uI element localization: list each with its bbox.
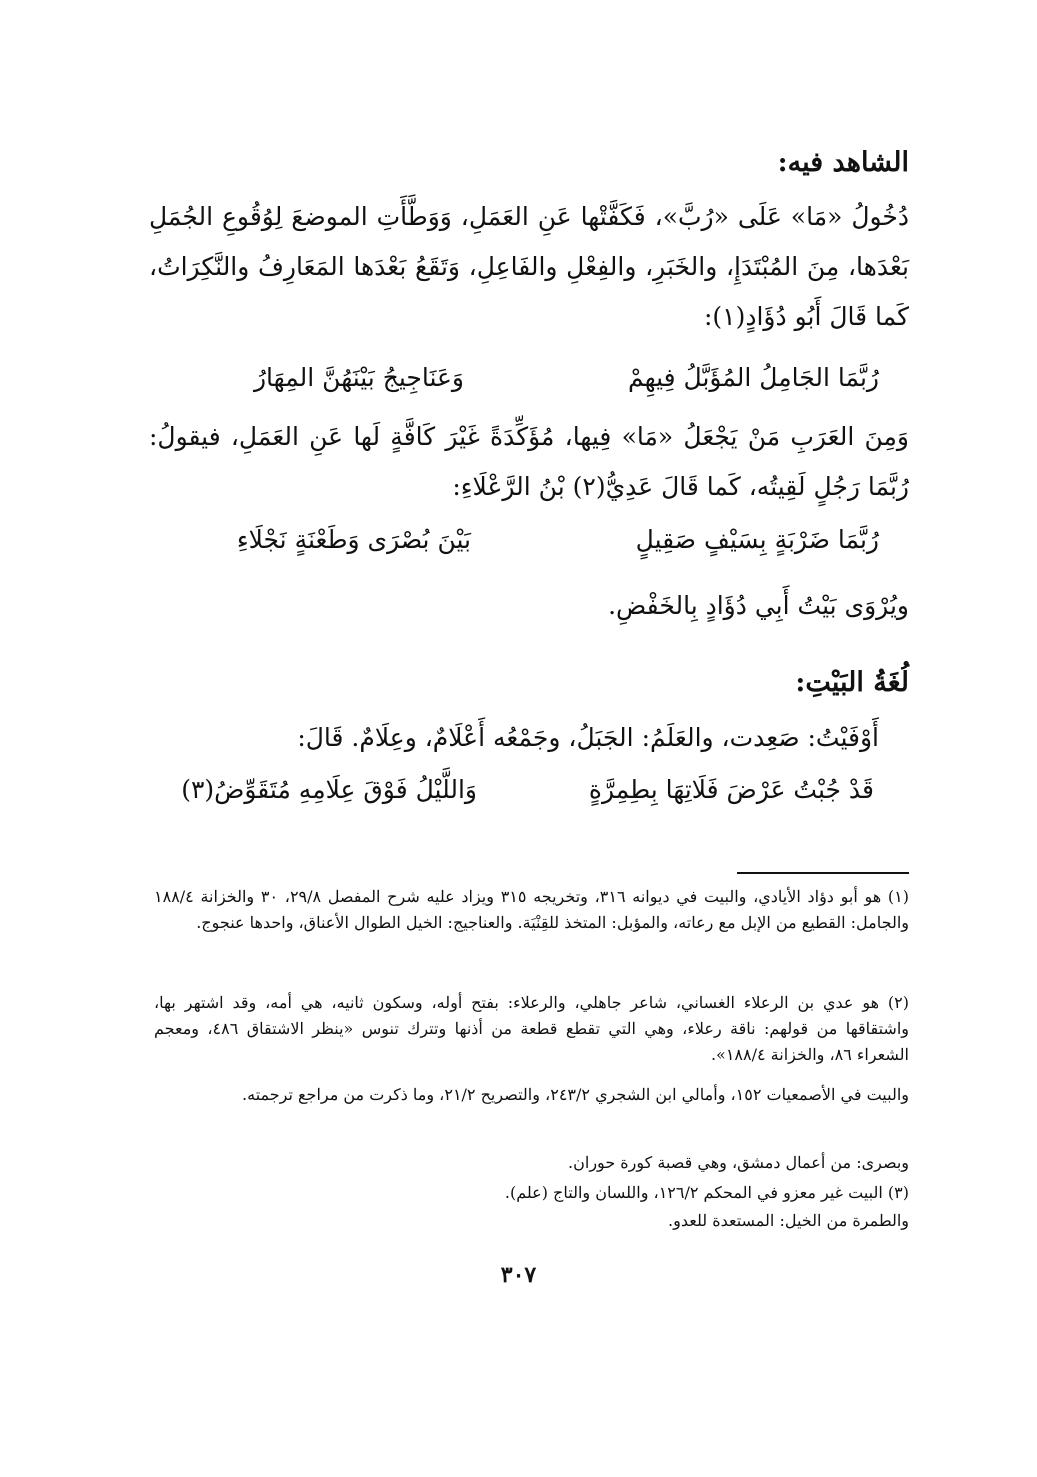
section-heading-verse-language: لُغَةُ البَيْتِ:: [795, 667, 909, 698]
section-heading-witness: الشاهد فيه:: [777, 147, 909, 178]
footnote-3: (٣) البيت غير معزو في المحكم ١٢٦/٢، واللسان والتاج (علم).: [504, 1183, 909, 1202]
verse1-first-hemistich: رُبَّمَا الجَامِلُ المُؤَبَّلُ فِيهِمْ: [627, 363, 879, 392]
footnote-1: (١) هو أبو دؤاد الأيادي، والبيت في ديوانه ٣١٦، وتخريجه ٣١٥ ويزاد عليه شرح المفصل ٢٩/٨، ٣٠ والخزانة ١٨٨/٤ والجامل: القطيع من الإبل مع رعاته، والمؤبل: المتخذ للقِنْيَة. والعناجيج: الخيل الطوال الأعناق، واحدها عنجوج.: [154, 887, 910, 932]
page-number: ٣٠٧: [500, 1262, 537, 1288]
footnote-2-verse-sources: والبيت في الأصمعيات ١٥٢، وأمالي ابن الشجري ٢٤٣/٢، والتصريح ٢١/٢، وما ذكرت من مراجع ترجمته.: [242, 1085, 909, 1104]
footnote-2: (٢) هو عدي بن الرعلاء الغساني، شاعر جاهلي، والرعلاء: بفتح أوله، وسكون ثانيه، هي أمه، وقد اشتهر بها، واشتقاقها من قولهم: ناقة رعلاء، وهي التي تقطع قطعة من أذنها وتترك تنوس «ينظر الاشتقاق ٤٨٦، ومعجم الشعراء ٨٦، والخزانة ١٨٨/٤».: [154, 993, 909, 1064]
verse2-first-hemistich: رُبَّمَا ضَرْبَةٍ بِسَيْفٍ صَقِيلٍ: [635, 525, 879, 554]
footnote-separator: [737, 872, 909, 874]
verse2-second-hemistich: بَيْنَ بُصْرَى وَطَعْنَةٍ نَجْلَاءِ: [236, 525, 471, 554]
paragraph-narration-note: ويُرْوَى بَيْتُ أَبِي دُؤَادٍ بِالخَفْضِ.: [608, 591, 909, 620]
paragraph-explanation: دُخُولُ «مَا» عَلَى «رُبَّ»، فَكَفَّتْها عَنِ العَمَلِ، وَوَطَّأَتِ الموضعَ لِوُقُوعِ الجُمَلِ بَعْدَها، مِنَ المُبْتَدَإِ، والخَبَرِ، والفِعْلِ والفَاعِلِ، وَتَقَعُ بَعْدَها المَعَارِفُ والنَّكِرَاتُ، كَما قَالَ أَبُو دُؤَادٍ(١):: [149, 202, 909, 331]
footnote-3-definition: والطمرة من الخيل: المستعدة للعدو.: [668, 1211, 909, 1230]
paragraph-arab-usage: وَمِنَ العَرَبِ مَنْ يَجْعَلُ «مَا» فِيها، مُؤَكِّدَةً غَيْرَ كَافَّةٍ لَها عَنِ العَمَلِ، فيقولُ: رُبَّمَا رَجُلٍ لَقِيتُه، كَما قَالَ عَدِيُّ(٢) بْنُ الرَّعْلَاءِ:: [149, 422, 909, 501]
verse3-second-hemistich: وَاللَّيْلُ فَوْقَ عِلَامِهِ مُتَقَوِّضُ(٣): [181, 775, 477, 804]
footnote-2-place-note: وبصرى: من أعمال دمشق، وهي قصبة كورة حوران.: [568, 1153, 909, 1172]
verse3-first-hemistich: قَدْ جُبْتُ عَرْضَ فَلَاتِهَا بِطِمِرَّةٍ: [588, 775, 874, 804]
verse1-second-hemistich: وَعَنَاجِيجُ بَيْنَهُنَّ المِهَارُ: [253, 363, 464, 392]
lexicon-entry: أَوْفَيْتُ: صَعِدت، والعَلَمُ: الجَبَلُ، وجَمْعُه أَعْلَامٌ، وعِلَامٌ. قَالَ:: [297, 723, 879, 752]
